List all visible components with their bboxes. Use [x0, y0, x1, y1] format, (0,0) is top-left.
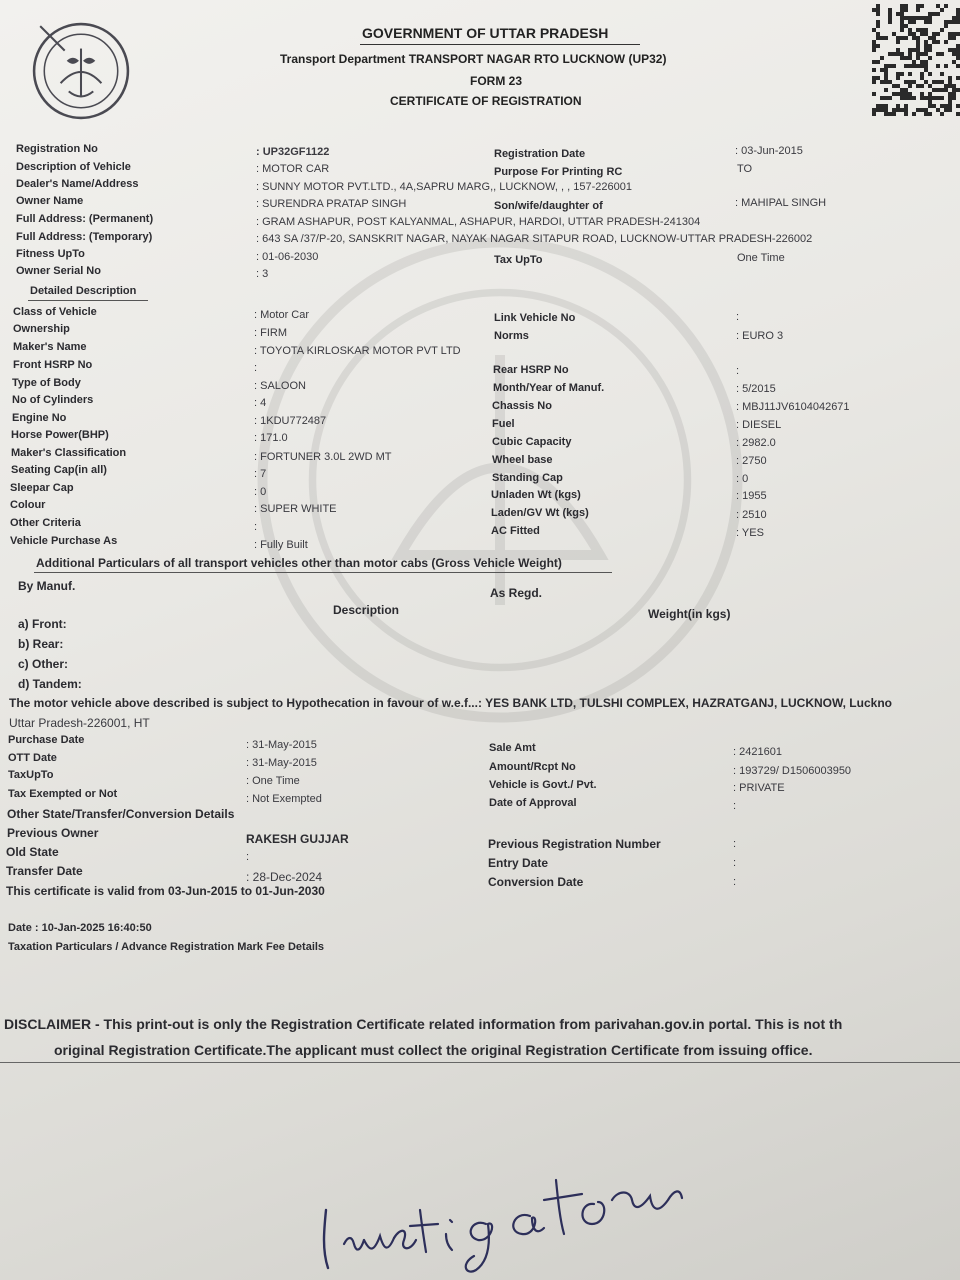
- entry-date-label: Entry Date: [488, 856, 549, 870]
- standing-value: : 0: [736, 473, 749, 485]
- handwritten-signature-icon: [300, 1140, 720, 1280]
- perm-address-label: Full Address: (Permanent): [16, 213, 154, 225]
- tax-exempted-value: : Not Exempted: [246, 793, 322, 805]
- link-vehicle-value: :: [736, 311, 740, 323]
- up-state-emblem-icon: [30, 20, 132, 122]
- colour-value: : SUPER WHITE: [254, 503, 337, 515]
- by-manuf-label: By Manuf.: [18, 579, 76, 593]
- detailed-heading: Detailed Description: [30, 285, 137, 297]
- certificate-title: CERTIFICATE OF REGISTRATION: [390, 94, 582, 108]
- ownership-label: Ownership: [13, 323, 70, 335]
- unladen-value: : 1955: [736, 490, 767, 502]
- transfer-date-value: : 28-Dec-2024: [246, 870, 323, 884]
- other-criteria-label: Other Criteria: [10, 517, 81, 529]
- conversion-date-value: :: [733, 876, 737, 888]
- purpose-label: Purpose For Printing RC: [494, 166, 623, 178]
- cylinders-value: : 4: [254, 397, 267, 409]
- detailed-heading-underline: [28, 300, 148, 301]
- additional-heading: Additional Particulars of all transport vehicles other than motor cabs (Gross Vehicle Weight): [36, 556, 562, 570]
- body-label: Type of Body: [12, 377, 81, 389]
- description-label: Description of Vehicle: [16, 161, 131, 173]
- prev-owner-label: Previous Owner: [7, 826, 99, 840]
- classification-label: Maker's Classification: [11, 447, 127, 459]
- approval-label: Date of Approval: [489, 797, 577, 809]
- as-regd-label: As Regd.: [490, 586, 543, 600]
- old-state-value: :: [246, 851, 250, 863]
- ac-value: : YES: [736, 527, 764, 539]
- hypothecation-text: The motor vehicle above described is subject to Hypothecation in favour of w.e.f...: YES BANK LTD, TULSHI COMPLEX, HAZRATGANJ, LUCKNOW, Luckno: [9, 696, 892, 710]
- chassis-value: : MBJ11JV6104042671: [736, 401, 850, 413]
- prev-reg-value: :: [733, 838, 737, 850]
- hp-label: Horse Power(BHP): [11, 429, 109, 441]
- entry-date-value: :: [733, 857, 737, 869]
- form-number: FORM 23: [470, 74, 523, 88]
- qr-code-icon: [872, 4, 960, 116]
- other-criteria-value: :: [254, 521, 258, 533]
- seating-value: : 7: [254, 468, 267, 480]
- amount-rcpt-label: Amount/Rcpt No: [489, 761, 576, 773]
- old-state-label: Old State: [6, 845, 59, 859]
- rear-axle-label: b) Rear:: [18, 637, 64, 651]
- government-title: GOVERNMENT OF UTTAR PRADESH: [362, 25, 609, 41]
- registration-date-value: : 03-Jun-2015: [735, 145, 803, 157]
- registration-date-label: Registration Date: [494, 148, 586, 160]
- amount-rcpt-value: : 193729/ D1506003950: [733, 765, 852, 777]
- fitness-label: Fitness UpTo: [16, 248, 85, 260]
- cylinders-label: No of Cylinders: [12, 394, 94, 406]
- cc-value: : 2982.0: [736, 437, 776, 449]
- other-state-heading: Other State/Transfer/Conversion Details: [7, 807, 235, 821]
- serial-value: : 3: [256, 268, 269, 280]
- engine-value: : 1KDU772487: [254, 415, 327, 427]
- disclaimer-line-2: original Registration Certificate.The applicant must collect the original Registration Certificate from issuing office.: [54, 1042, 813, 1058]
- conversion-date-label: Conversion Date: [488, 875, 584, 889]
- temp-address-label: Full Address: (Temporary): [16, 231, 153, 243]
- classification-value: : FORTUNER 3.0L 2WD MT: [254, 451, 392, 463]
- transfer-date-label: Transfer Date: [6, 864, 83, 878]
- unladen-label: Unladen Wt (kgs): [491, 489, 581, 501]
- other-axle-label: c) Other:: [18, 657, 69, 671]
- sleeper-value: : 0: [254, 486, 267, 498]
- validity-statement: This certificate is valid from 03-Jun-2015 to 01-Jun-2030: [6, 884, 325, 898]
- taxupto-label: TaxUpTo: [8, 769, 54, 781]
- relation-label: Son/wife/daughter of: [494, 200, 603, 212]
- manuf-label: Month/Year of Manuf.: [493, 382, 605, 394]
- temp-address-value: : 643 SA /37/P-20, SANSKRIT NAGAR, NAYAK NAGAR SITAPUR ROAD, LUCKNOW-UTTAR PRADESH-226002: [256, 233, 813, 245]
- front-axle-label: a) Front:: [18, 617, 67, 631]
- sale-amt-label: Sale Amt: [489, 742, 536, 754]
- approval-value: :: [733, 800, 737, 812]
- description-column-label: Description: [333, 603, 400, 617]
- engine-label: Engine No: [12, 412, 67, 424]
- tax-exempted-label: Tax Exempted or Not: [8, 788, 118, 800]
- tax-upto-label: Tax UpTo: [494, 254, 543, 266]
- sale-amt-value: : 2421601: [733, 746, 782, 758]
- taxupto-value: : One Time: [246, 775, 300, 787]
- purpose-value: TO: [737, 163, 753, 175]
- prev-owner-value: RAKESH GUJJAR: [246, 832, 349, 846]
- title-underline: [360, 44, 640, 45]
- ott-date-value: : 31-May-2015: [246, 757, 317, 769]
- laden-value: : 2510: [736, 509, 767, 521]
- fuel-value: : DIESEL: [736, 419, 782, 431]
- prev-reg-label: Previous Registration Number: [488, 837, 661, 851]
- department-title: Transport Department TRANSPORT NAGAR RTO LUCKNOW (UP32): [280, 52, 667, 66]
- wheelbase-label: Wheel base: [492, 454, 553, 466]
- front-hsrp-value: :: [254, 362, 258, 374]
- seating-label: Seating Cap(in all): [11, 464, 107, 476]
- disclaimer-line-1: DISCLAIMER - This print-out is only the Registration Certificate related information from parivahan.gov.in portal. This is not th: [4, 1016, 843, 1032]
- maker-label: Maker's Name: [13, 341, 87, 353]
- perm-address-value: : GRAM ASHAPUR, POST KALYANMAL, ASHAPUR, HARDOI, UTTAR PRADESH-241304: [256, 216, 701, 228]
- ott-date-label: OTT Date: [8, 752, 57, 764]
- laden-label: Laden/GV Wt (kgs): [491, 507, 589, 519]
- maker-value: : TOYOTA KIRLOSKAR MOTOR PVT LTD: [254, 345, 461, 357]
- sleeper-label: Sleepar Cap: [10, 482, 74, 494]
- weight-column-label: Weight(in kgs): [648, 607, 731, 621]
- chassis-label: Chassis No: [492, 400, 552, 412]
- front-hsrp-label: Front HSRP No: [13, 359, 93, 371]
- owner-label: Owner Name: [16, 195, 84, 207]
- taxation-heading: Taxation Particulars / Advance Registration Mark Fee Details: [8, 941, 325, 953]
- hypothecation-address: Uttar Pradesh-226001, HT: [9, 716, 150, 730]
- cc-label: Cubic Capacity: [492, 436, 572, 448]
- dealer-label: Dealer's Name/Address: [16, 178, 139, 190]
- dealer-value: : SUNNY MOTOR PVT.LTD., 4A,SAPRU MARG,, LUCKNOW, , , 157-226001: [256, 181, 632, 193]
- wheelbase-value: : 2750: [736, 455, 767, 467]
- owner-value: : SURENDRA PRATAP SINGH: [256, 198, 407, 210]
- registration-no-value: : UP32GF1122: [256, 146, 330, 158]
- fuel-label: Fuel: [492, 418, 515, 430]
- class-value: : Motor Car: [254, 309, 310, 321]
- class-label: Class of Vehicle: [13, 306, 97, 318]
- serial-label: Owner Serial No: [16, 265, 101, 277]
- ownership-value: : FIRM: [254, 327, 287, 339]
- relation-value: : MAHIPAL SINGH: [735, 197, 827, 209]
- fitness-value: : 01-06-2030: [256, 251, 319, 263]
- link-vehicle-label: Link Vehicle No: [494, 312, 576, 324]
- additional-heading-underline: [34, 572, 612, 573]
- manuf-value: : 5/2015: [736, 383, 776, 395]
- govt-pvt-value: : PRIVATE: [733, 782, 785, 794]
- registration-no-label: Registration No: [16, 143, 98, 155]
- rear-hsrp-value: :: [736, 365, 740, 377]
- standing-label: Standing Cap: [492, 472, 563, 484]
- colour-label: Colour: [10, 499, 46, 511]
- ac-label: AC Fitted: [491, 525, 540, 537]
- disclaimer-divider: [0, 1062, 960, 1063]
- purchase-as-value: : Fully Built: [254, 539, 308, 551]
- description-value: : MOTOR CAR: [256, 163, 330, 175]
- body-value: : SALOON: [254, 380, 306, 392]
- norms-label: Norms: [494, 330, 529, 342]
- norms-value: : EURO 3: [736, 330, 784, 342]
- purchase-date-value: : 31-May-2015: [246, 739, 317, 751]
- rear-hsrp-label: Rear HSRP No: [493, 364, 569, 376]
- print-date: Date : 10-Jan-2025 16:40:50: [8, 922, 152, 934]
- tax-upto-value: One Time: [737, 252, 785, 264]
- purchase-date-label: Purchase Date: [8, 734, 85, 746]
- purchase-as-label: Vehicle Purchase As: [10, 535, 118, 547]
- tandem-axle-label: d) Tandem:: [18, 677, 82, 691]
- govt-pvt-label: Vehicle is Govt./ Pvt.: [489, 779, 597, 791]
- hp-value: : 171.0: [254, 432, 288, 444]
